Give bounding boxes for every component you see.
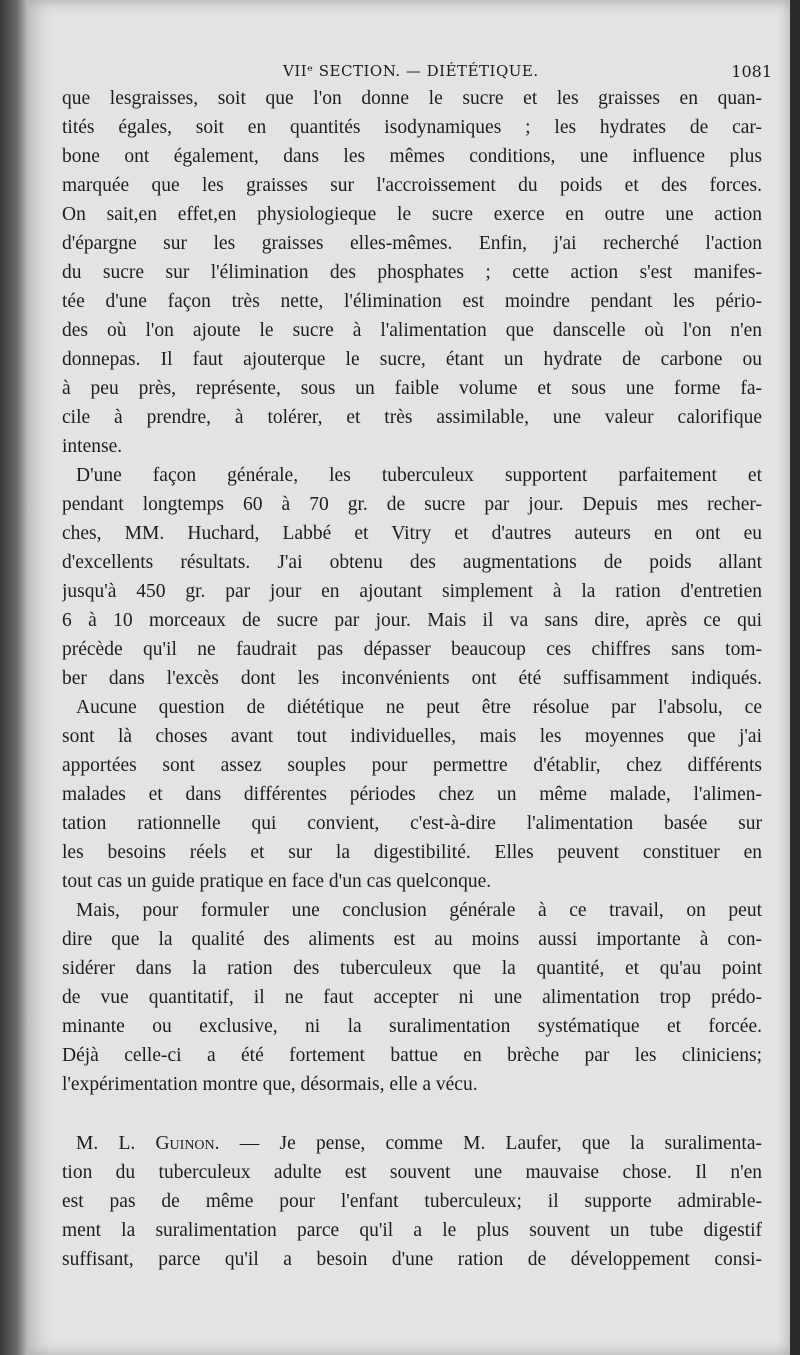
page-body — [62, 84, 762, 1274]
text-line: On sait,en effet,en physiologieque le sucre exerce en outre une action — [62, 204, 762, 225]
speaker-text: — Je pense, comme M. Laufer, que la suralimenta- — [239, 1133, 762, 1154]
text-line: donnepas. Il faut ajouterque le sucre, étant un hydrate de carbone ou — [62, 349, 762, 370]
text-line: Aucune question de diététique ne peut être résolue par l'absolu, ce — [76, 697, 762, 718]
text-line: ches, MM. Huchard, Labbé et Vitry et d'autres auteurs en ont eu — [62, 523, 762, 544]
text-line: tation rationnelle qui convient, c'est-à-dire l'alimentation basée sur — [62, 813, 762, 834]
text-line: que lesgraisses, soit que l'on donne le sucre et les graisses en quan- — [62, 88, 762, 109]
text-line: de vue quantitatif, il ne faut accepter ni une alimentation trop prédo- — [62, 987, 762, 1008]
text-line: suffisant, parce qu'il a besoin d'une ration de développement consi- — [62, 1249, 762, 1270]
text-line: pendant longtemps 60 à 70 gr. de sucre par jour. Depuis mes recher- — [62, 494, 762, 515]
text-line: d'excellents résultats. J'ai obtenu des augmentations de poids allant — [62, 552, 762, 573]
text-line: M. L. Guinon. — Je pense, comme M. Laufer, que la suralimenta- — [76, 1133, 762, 1154]
paragraph-1 — [62, 84, 762, 461]
discussion-paragraph — [62, 1129, 762, 1274]
text-line: est pas de même pour l'enfant tuberculeux; il supporte admirable- — [62, 1191, 762, 1212]
text-line: l'expérimentation montre que, désormais, elle a vécu. — [62, 1074, 478, 1095]
text-line: bone ont également, dans les mêmes conditions, une influence plus — [62, 146, 762, 167]
text-line: 6 à 10 morceaux de sucre par jour. Mais il va sans dire, après ce qui — [62, 610, 762, 631]
text-line: D'une façon générale, les tuberculeux supportent parfaitement et — [76, 465, 762, 486]
text-line: les besoins réels et sur la digestibilité. Elles peuvent constituer en — [62, 842, 762, 863]
paragraph-3 — [62, 693, 762, 896]
speaker-name: M. L. Guinon — [76, 1133, 215, 1154]
text-line: ment la suralimentation parce qu'il a le plus souvent un tube digestif — [62, 1220, 762, 1241]
text-line: tités égales, soit en quantités isodynamiques ; les hydrates de car- — [62, 117, 762, 138]
text-line: Déjà celle-ci a été fortement battue en brèche par les cliniciens; — [62, 1045, 762, 1066]
text-line: sont là choses avant tout individuelles, mais les moyennes que j'ai — [62, 726, 762, 747]
text-line: marquée que les graisses sur l'accroissement du poids et des forces. — [62, 175, 762, 196]
text-line: d'épargne sur les graisses elles-mêmes. Enfin, j'ai recherché l'action — [62, 233, 762, 254]
text-line: malades et dans différentes périodes chez un même malade, l'alimen- — [62, 784, 762, 805]
text-line: tée d'une façon très nette, l'élimination est moindre pendant les pério- — [62, 291, 762, 312]
text-line: ber dans l'excès dont les inconvénients ont été suffisamment indiqués. — [62, 668, 762, 689]
paragraph-2 — [62, 461, 762, 693]
text-line: tion du tuberculeux adulte est souvent une mauvaise chose. Il n'en — [62, 1162, 762, 1183]
text-line: à peu près, représente, sous un faible volume et sous une forme fa- — [62, 378, 762, 399]
text-line: précède qu'il ne faudrait pas dépasser beaucoup ces chiffres sans tom- — [62, 639, 762, 660]
text-line: tout cas un guide pratique en face d'un cas quelconque. — [62, 871, 492, 892]
text-line: apportées sont assez souples pour permettre d'établir, chez différents — [62, 755, 762, 776]
text-line: des où l'on ajoute le sucre à l'alimentation que danscelle où l'on n'en — [62, 320, 762, 341]
text-line: du sucre sur l'élimination des phosphates ; cette action s'est manifes- — [62, 262, 762, 283]
text-line: minante ou exclusive, ni la suralimentation systématique et forcée. — [62, 1016, 762, 1037]
section-gap — [62, 1099, 762, 1129]
page-number: 1081 — [731, 62, 772, 81]
text-line: sidérer dans la ration des tuberculeux que la quantité, et qu'au point — [62, 958, 762, 979]
text-line: intense. — [62, 436, 123, 457]
text-line: Mais, pour formuler une conclusion générale à ce travail, on peut — [76, 900, 762, 921]
paragraph-4 — [62, 896, 762, 1099]
section-title: VIIᵉ SECTION. — DIÉTÉTIQUE. — [283, 62, 539, 80]
text-line: jusqu'à 450 gr. par jour en ajoutant simplement à la ration d'entretien — [62, 581, 762, 602]
text-line: cile à prendre, à tolérer, et très assimilable, une valeur calorifique — [62, 407, 762, 428]
running-head — [28, 58, 790, 84]
scan-edge — [0, 0, 28, 1355]
text-line: dire que la qualité des aliments est au moins aussi importante à con- — [62, 929, 762, 950]
